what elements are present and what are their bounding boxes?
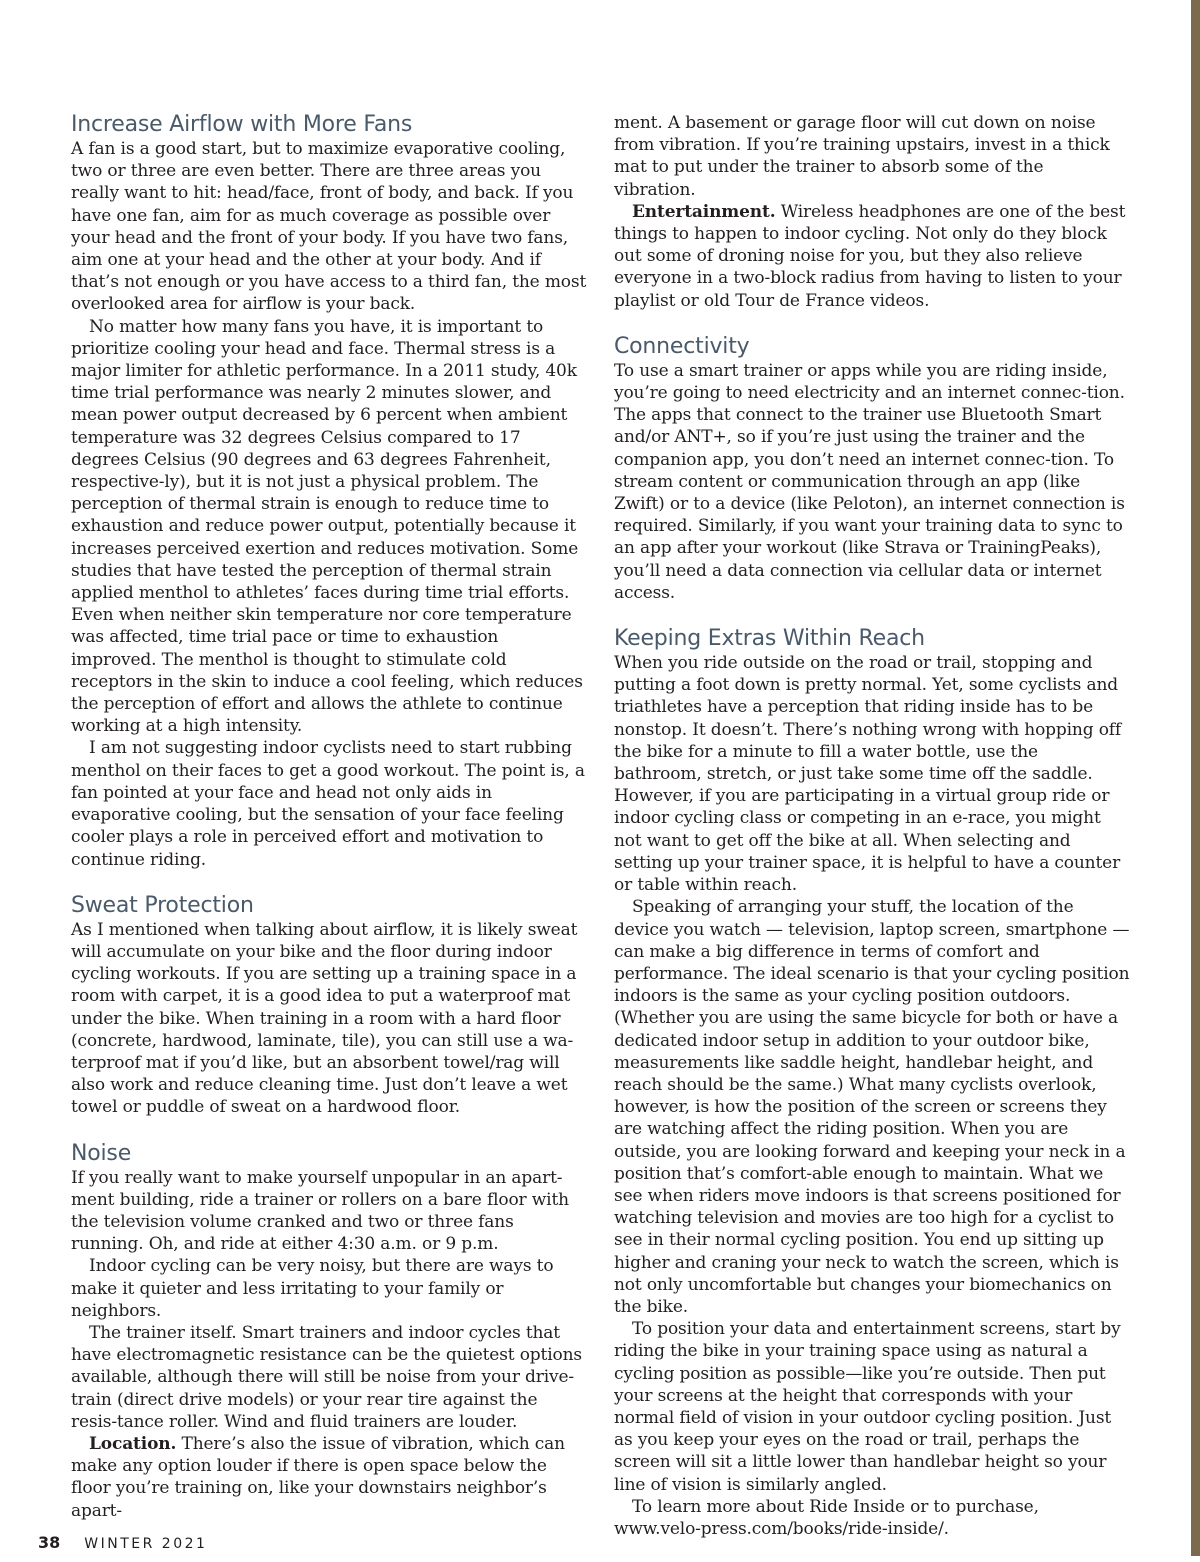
run-in-lead: Entertainment. — [632, 201, 776, 222]
paragraph: To learn more about Ride Inside or to purchase, www.velo-press.com/books/ride-inside/. — [614, 1496, 1039, 1539]
paragraph: If you really want to make yourself unpopular in an apart-ment building, ride a trainer or rollers on a bare floor with the television volume cranked and two or three fans running. Oh, and ride at either 4:30 a.m. or 9 p.m. — [71, 1167, 569, 1255]
page-edge-strip — [1191, 0, 1200, 1556]
paragraph: I am not suggesting indoor cyclists need to start rubbing menthol on their faces to get a good workout. The point is, a fan pointed at your face and head not only aids in evaporative cooling, but the sensation of your face feeling cooler plays a role in perceived effort and motivation to continue riding. — [71, 738, 585, 870]
section-noise — [71, 1141, 587, 1522]
paragraph: When you ride outside on the road or trail, stopping and putting a foot down is pretty normal. Yet, some cyclists and triathletes have a perception that riding inside has to be nonstop. It doesn’t. There’s nothing wrong with hopping off the bike for a minute to fill a water bottle, use the bathroom, stretch, or just take some time off the saddle. However, if you are participating in a virtual group ride or indoor cycling class or competing in an e-race, you might not want to get off the bike at all. When selecting and setting up your trainer space, it is helpful to have a counter or table within reach. — [614, 653, 1122, 896]
paragraph: The trainer itself. Smart trainers and indoor cycles that have electromagnetic resistance can be the quietest options available, although there will still be noise from your drive-train (direct drive models) or your rear tire against the resis-tance roller. Wind and fluid trainers are louder. — [71, 1322, 582, 1432]
paragraph-body: There’s also the issue of vibration, which can make any option louder if there is open space below the floor you’re training on, like your downstairs neighbor’s apart- — [71, 1433, 565, 1521]
issue-label: WINTER 2021 — [84, 1536, 208, 1552]
page-footer — [38, 1533, 207, 1552]
page-number: 38 — [38, 1533, 61, 1552]
paragraph: Indoor cycling can be very noisy, but there are ways to make it quieter and less irritating to your family or neighbors. — [71, 1256, 554, 1321]
paragraph — [614, 201, 1130, 312]
section-sweat — [71, 893, 587, 1119]
run-in-lead: Location. — [89, 1433, 177, 1454]
paragraph: To position your data and entertainment screens, start by riding the bike in your training space using as natural a cycling position as possible—like you’re outside. Then put your screens at the height that corresponds with your normal field of vision in your outdoor cycling position. Just as you keep your eyes on the road or trail, perhaps the screen will sit a little lower than handlebar height so your line of vision is similarly angled. — [614, 1319, 1121, 1495]
paragraph: To use a smart trainer or apps while you are riding inside, you’re going to need electricity and an internet connec-tion. The apps that connect to the trainer use Bluetooth Smart and/or ANT+, so if you’re just using the trainer and the companion app, you don’t need an internet connec-tion. To stream content or communication through an app (like Zwift) or to a device (like Peloton), an internet connection is required. Similarly, if you want your training data to sync to an app after your workout (like Strava or TrainingPeaks), you’ll need a data connection via cellular data or internet access. — [614, 360, 1125, 603]
section-connectivity — [614, 334, 1130, 604]
paragraph: No matter how many fans you have, it is important to prioritize cooling your head and face. Thermal stress is a major limiter for athletic performance. In a 2011 study, 40k time trial performance was nearly 2 minutes slower, and mean power output decreased by 6 percent when ambient temperature was 32 degrees Celsius compared to 17 degrees Celsius (90 degrees and 63 degrees Fahrenheit, respective-ly), but it is not just a physical problem. The perception of thermal strain is enough to reduce time to exhaustion and reduce power output, potentially because it increases perceived exertion and reduces motivation. Some studies that have tested the perception of thermal strain applied menthol to athletes’ faces during time trial efforts. Even when neither skin temperature nor core temperature was affected, time trial pace or time to exhaustion improved. The menthol is thought to stimulate cold receptors in the skin to induce a cool feeling, which reduces the perception of effort and allows the athlete to continue working at a high intensity. — [71, 316, 583, 737]
section-extras — [614, 626, 1130, 1540]
paragraph-body: Wireless headphones are one of the best things to happen to indoor cycling. Not only do they block out some of droning noise for you, but they also relieve everyone in a two-block radius from having to listen to your playlist or old Tour de France videos. — [614, 201, 1126, 311]
heading-noise: Noise — [71, 1140, 132, 1166]
heading-connectivity: Connectivity — [614, 333, 750, 359]
paragraph — [71, 1433, 587, 1522]
paragraph: Speaking of arranging your stuff, the location of the device you watch — television, laptop screen, smartphone — can make a big difference in terms of comfort and performance. The ideal scenario is that your cycling position indoors is the same as your cycling position outdoors. (Whether you are using the same bicycle for both or have a dedicated indoor setup in addition to your outdoor bike, measurements like saddle height, handlebar height, and reach should be the same.) What many cyclists overlook, however, is how the position of the screen or screens they are watching affect the riding position. When you are outside, you are looking forward and keeping your neck in a position that’s comfort-able enough to maintain. What we see when riders move indoors is that screens positioned for watching television and movies are too high for a cyclist to see in their normal cycling position. You end up sitting up higher and craning your neck to watch the screen, which is not only uncomfortable but changes your biomechanics on the bike. — [614, 897, 1130, 1317]
left-column — [71, 112, 587, 1544]
paragraph: As I mentioned when talking about airflow, it is likely sweat will accumulate on your bike and the floor during indoor cycling workouts. If you are setting up a training space in a room with carpet, it is a good idea to put a waterproof mat under the bike. When training in a room with a hard floor (concrete, hardwood, laminate, tile), you can still use a wa-terproof mat if you’d like, but an absorbent towel/rag will also work and reduce cleaning time. Just don’t leave a wet towel or puddle of sweat on a hardwood floor. — [71, 919, 578, 1118]
heading-extras: Keeping Extras Within Reach — [614, 626, 925, 652]
right-column — [614, 112, 1130, 1562]
paragraph: A fan is a good start, but to maximize evaporative cooling, two or three are even better. There are three areas you really want to hit: head/face, front of body, and back. If you have one fan, aim for as much coverage as possible over your head and the front of your body. If you have two fans, aim one at your head and the other at your body. And if that’s not enough or you have access to a third fan, the most overlooked area for airflow is your back. — [71, 139, 587, 315]
heading-sweat: Sweat Protection — [71, 892, 254, 918]
section-airflow — [71, 112, 587, 871]
heading-airflow: Increase Airflow with More Fans — [71, 112, 413, 137]
paragraph: ment. A basement or garage floor will cut down on noise from vibration. If you’re training upstairs, invest in a thick mat to put under the trainer to absorb some of the vibration. — [614, 113, 1110, 200]
section-noise-continued — [614, 112, 1130, 312]
